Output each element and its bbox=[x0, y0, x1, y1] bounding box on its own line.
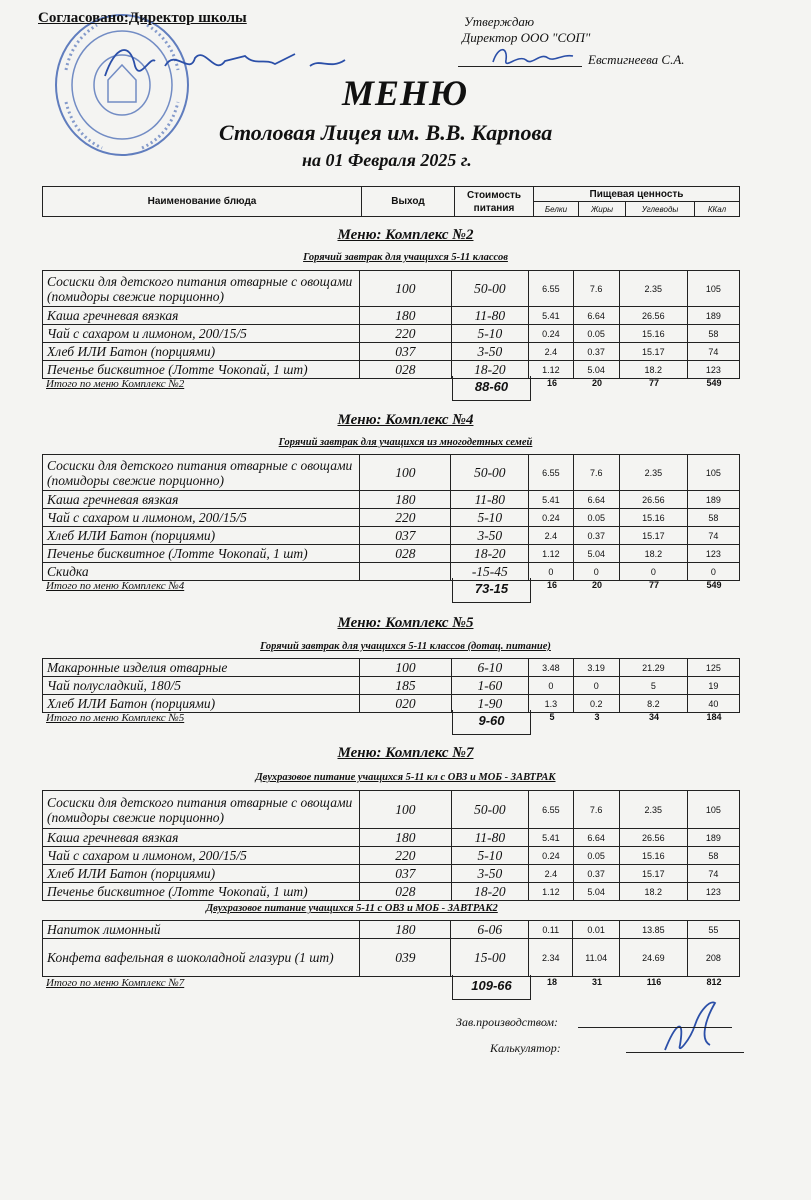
dish-kcal: 40 bbox=[687, 695, 739, 713]
dish-protein: 5.41 bbox=[529, 491, 573, 509]
dish-kcal: 125 bbox=[687, 659, 739, 677]
dish-kcal: 0 bbox=[687, 563, 739, 581]
dish-name: Хлеб ИЛИ Батон (порциями) bbox=[43, 527, 360, 545]
dish-fat: 5.04 bbox=[573, 883, 619, 901]
total-fat: 3 bbox=[594, 712, 600, 722]
menu-table bbox=[42, 658, 740, 713]
dish-cost: 5-10 bbox=[451, 509, 529, 527]
dish-kcal: 189 bbox=[687, 491, 739, 509]
dish-protein: 5.41 bbox=[529, 829, 573, 847]
page-date: на 01 Февраля 2025 г. bbox=[302, 150, 472, 170]
dish-output: 220 bbox=[360, 325, 451, 343]
dish-carbs: 5 bbox=[619, 677, 687, 695]
dish-name: Чай полусладкий, 180/5 bbox=[43, 677, 360, 695]
dish-cost: 5-10 bbox=[451, 847, 529, 865]
dish-output: 028 bbox=[360, 361, 451, 379]
dish-protein: 3.48 bbox=[529, 659, 573, 677]
dish-output: 100 bbox=[360, 791, 451, 829]
dish-output: 220 bbox=[360, 847, 451, 865]
dish-fat: 0.37 bbox=[573, 865, 619, 883]
dish-output bbox=[360, 563, 451, 581]
header-nutrition: Пищевая ценность bbox=[534, 187, 740, 202]
total-carbs: 34 bbox=[648, 712, 659, 722]
dish-fat: 7.6 bbox=[573, 791, 619, 829]
dish-output: 185 bbox=[360, 677, 451, 695]
dish-protein: 2.4 bbox=[529, 343, 573, 361]
dish-protein: 2.4 bbox=[529, 865, 573, 883]
dish-kcal: 58 bbox=[687, 847, 739, 865]
dish-cost: 5-10 bbox=[451, 325, 529, 343]
table-row bbox=[43, 659, 740, 677]
production-signature-label: Зав.производством: bbox=[456, 1015, 559, 1029]
dish-carbs: 26.56 bbox=[619, 307, 687, 325]
dish-protein: 0.24 bbox=[529, 325, 573, 343]
dish-name: Чай с сахаром и лимоном, 200/15/5 bbox=[43, 847, 360, 865]
approval-name: Евстигнеева С.А. bbox=[588, 52, 685, 67]
table-row bbox=[43, 509, 740, 527]
dish-name: Чай с сахаром и лимоном, 200/15/5 bbox=[43, 325, 360, 343]
dish-protein: 0.11 bbox=[529, 921, 573, 939]
dish-kcal: 105 bbox=[687, 455, 739, 491]
dish-cost: 6-06 bbox=[451, 921, 529, 939]
total-cost: 88-60 bbox=[452, 376, 531, 401]
dish-kcal: 74 bbox=[687, 343, 739, 361]
dish-name: Сосиски для детского питания отварные с овощами (помидоры свежие порционно) bbox=[43, 455, 360, 491]
dish-output: 180 bbox=[360, 491, 451, 509]
dish-fat: 0.05 bbox=[573, 847, 619, 865]
dish-protein: 1.12 bbox=[529, 545, 573, 563]
dish-fat: 11.04 bbox=[573, 939, 619, 977]
dish-output: 037 bbox=[360, 527, 451, 545]
table-row bbox=[43, 343, 740, 361]
dish-output: 180 bbox=[360, 829, 451, 847]
dish-output: 020 bbox=[360, 695, 451, 713]
dish-fat: 0 bbox=[573, 563, 619, 581]
dish-output: 180 bbox=[360, 921, 451, 939]
dish-name: Макаронные изделия отварные bbox=[43, 659, 360, 677]
dish-fat: 3.19 bbox=[573, 659, 619, 677]
menu-table bbox=[42, 454, 740, 581]
table-row bbox=[43, 325, 740, 343]
dish-fat: 0.37 bbox=[573, 343, 619, 361]
dish-kcal: 123 bbox=[687, 883, 739, 901]
dish-output: 100 bbox=[360, 659, 451, 677]
total-protein: 18 bbox=[546, 977, 557, 987]
dish-output: 100 bbox=[360, 271, 451, 307]
dish-cost: -15-45 bbox=[451, 563, 529, 581]
calculator-signature-line bbox=[626, 1052, 744, 1053]
dish-cost: 50-00 bbox=[451, 791, 529, 829]
total-cost: 73-15 bbox=[452, 578, 531, 603]
menu-header-table bbox=[42, 186, 740, 217]
dish-kcal: 74 bbox=[687, 527, 739, 545]
total-label: Итого по меню Комплекс №2 bbox=[46, 378, 185, 390]
dish-cost: 6-10 bbox=[451, 659, 529, 677]
section-subtitle: Горячий завтрак для учащихся 5-11 классов bbox=[303, 252, 508, 263]
dish-cost: 11-80 bbox=[451, 491, 529, 509]
dish-kcal: 189 bbox=[687, 307, 739, 325]
table-row bbox=[43, 361, 740, 379]
dish-protein: 5.41 bbox=[529, 307, 573, 325]
dish-kcal: 58 bbox=[687, 509, 739, 527]
table-row bbox=[43, 455, 740, 491]
table-row bbox=[43, 829, 740, 847]
dish-fat: 6.64 bbox=[573, 491, 619, 509]
dish-name: Печенье бисквитное (Лотте Чокопай, 1 шт) bbox=[43, 361, 360, 379]
total-cost: 109-66 bbox=[452, 975, 531, 1000]
dish-protein: 0.24 bbox=[529, 847, 573, 865]
section-title: Меню: Комплекс №2 bbox=[337, 227, 474, 243]
dish-name: Печенье бисквитное (Лотте Чокопай, 1 шт) bbox=[43, 545, 360, 563]
dish-kcal: 55 bbox=[687, 921, 739, 939]
dish-carbs: 2.35 bbox=[619, 271, 687, 307]
dish-output: 028 bbox=[360, 883, 451, 901]
dish-output: 180 bbox=[360, 307, 451, 325]
section-subtitle-2: Двухразовое питание учащихся 5-11 с ОВЗ и МОБ - ЗАВТРАК2 bbox=[206, 903, 498, 914]
table-row bbox=[43, 847, 740, 865]
page-title: МЕНЮ bbox=[342, 73, 469, 113]
dish-cost: 18-20 bbox=[451, 545, 529, 563]
table-row bbox=[43, 545, 740, 563]
dish-cost: 15-00 bbox=[451, 939, 529, 977]
total-protein: 16 bbox=[546, 378, 557, 388]
section-subtitle: Горячий завтрак для учащихся из многодетных семей bbox=[278, 437, 533, 448]
dish-name: Сосиски для детского питания отварные с овощами (помидоры свежие порционно) bbox=[43, 271, 360, 307]
dish-kcal: 123 bbox=[687, 361, 739, 379]
section-title: Меню: Комплекс №5 bbox=[337, 615, 474, 631]
total-label: Итого по меню Комплекс №5 bbox=[46, 712, 185, 724]
header-carbs: Углеводы bbox=[626, 202, 695, 217]
dish-protein: 1.3 bbox=[529, 695, 573, 713]
dish-fat: 0.37 bbox=[573, 527, 619, 545]
table-row bbox=[43, 791, 740, 829]
menu-table bbox=[42, 920, 740, 977]
dish-carbs: 18.2 bbox=[619, 883, 687, 901]
dish-cost: 1-90 bbox=[451, 695, 529, 713]
section-title: Меню: Комплекс №4 bbox=[337, 412, 474, 428]
total-kcal: 184 bbox=[706, 712, 722, 722]
dish-output: 028 bbox=[360, 545, 451, 563]
dish-carbs: 26.56 bbox=[619, 829, 687, 847]
dish-fat: 0.05 bbox=[573, 325, 619, 343]
dish-kcal: 189 bbox=[687, 829, 739, 847]
dish-cost: 11-80 bbox=[451, 829, 529, 847]
total-cost: 9-60 bbox=[452, 710, 531, 735]
dish-carbs: 2.35 bbox=[619, 455, 687, 491]
header-name: Наименование блюда bbox=[43, 187, 362, 217]
header-output: Выход bbox=[362, 187, 455, 217]
dish-fat: 5.04 bbox=[573, 361, 619, 379]
page-subtitle: Столовая Лицея им. В.В. Карпова bbox=[219, 120, 553, 145]
dish-carbs: 15.17 bbox=[619, 343, 687, 361]
section-title: Меню: Комплекс №7 bbox=[337, 745, 474, 761]
calculator-signature-label: Калькулятор: bbox=[490, 1041, 561, 1055]
table-row bbox=[43, 695, 740, 713]
dish-carbs: 24.69 bbox=[619, 939, 687, 977]
dish-output: 037 bbox=[360, 865, 451, 883]
dish-carbs: 15.17 bbox=[619, 527, 687, 545]
dish-kcal: 74 bbox=[687, 865, 739, 883]
dish-carbs: 15.16 bbox=[619, 847, 687, 865]
dish-name: Каша гречневая вязкая bbox=[43, 307, 360, 325]
table-row bbox=[43, 921, 740, 939]
dish-cost: 3-50 bbox=[451, 343, 529, 361]
left-signature-icon bbox=[95, 36, 365, 86]
header-protein: Белки bbox=[534, 202, 579, 217]
dish-cost: 3-50 bbox=[451, 865, 529, 883]
dish-carbs: 18.2 bbox=[619, 361, 687, 379]
dish-protein: 0.24 bbox=[529, 509, 573, 527]
dish-carbs: 13.85 bbox=[619, 921, 687, 939]
table-row bbox=[43, 491, 740, 509]
header-kcal: ККал bbox=[695, 202, 740, 217]
dish-protein: 1.12 bbox=[529, 361, 573, 379]
dish-name: Печенье бисквитное (Лотте Чокопай, 1 шт) bbox=[43, 883, 360, 901]
total-kcal: 549 bbox=[706, 378, 722, 388]
dish-carbs: 18.2 bbox=[619, 545, 687, 563]
table-row bbox=[43, 865, 740, 883]
dish-carbs: 0 bbox=[619, 563, 687, 581]
dish-carbs: 15.16 bbox=[619, 325, 687, 343]
menu-table bbox=[42, 790, 740, 901]
table-row bbox=[43, 677, 740, 695]
section-subtitle: Горячий завтрак для учащихся 5-11 классов (дотац. питание) bbox=[260, 641, 551, 652]
dish-cost: 18-20 bbox=[451, 361, 529, 379]
dish-carbs: 15.16 bbox=[619, 509, 687, 527]
dish-carbs: 26.56 bbox=[619, 491, 687, 509]
dish-name: Хлеб ИЛИ Батон (порциями) bbox=[43, 695, 360, 713]
dish-kcal: 19 bbox=[687, 677, 739, 695]
dish-fat: 6.64 bbox=[573, 307, 619, 325]
dish-carbs: 2.35 bbox=[619, 791, 687, 829]
dish-fat: 0.05 bbox=[573, 509, 619, 527]
total-label: Итого по меню Комплекс №7 bbox=[46, 977, 185, 989]
dish-cost: 11-80 bbox=[451, 307, 529, 325]
dish-kcal: 105 bbox=[687, 791, 739, 829]
dish-name: Чай с сахаром и лимоном, 200/15/5 bbox=[43, 509, 360, 527]
dish-protein: 6.55 bbox=[529, 455, 573, 491]
dish-protein: 0 bbox=[529, 677, 573, 695]
dish-output: 039 bbox=[360, 939, 451, 977]
total-kcal: 812 bbox=[706, 977, 722, 987]
table-row bbox=[43, 307, 740, 325]
total-kcal: 549 bbox=[706, 580, 722, 590]
total-protein: 5 bbox=[549, 712, 555, 722]
dish-kcal: 58 bbox=[687, 325, 739, 343]
table-row bbox=[43, 527, 740, 545]
dish-protein: 6.55 bbox=[529, 271, 573, 307]
approval-left: Согласовано:Директор школы bbox=[38, 10, 247, 26]
dish-carbs: 21.29 bbox=[619, 659, 687, 677]
dish-output: 037 bbox=[360, 343, 451, 361]
table-row bbox=[43, 271, 740, 307]
dish-protein: 1.12 bbox=[529, 883, 573, 901]
menu-table bbox=[42, 270, 740, 379]
dish-kcal: 105 bbox=[687, 271, 739, 307]
dish-name: Каша гречневая вязкая bbox=[43, 829, 360, 847]
total-carbs: 77 bbox=[648, 580, 659, 590]
dish-name: Напиток лимонный bbox=[43, 921, 360, 939]
dish-protein: 6.55 bbox=[529, 791, 573, 829]
table-row bbox=[43, 883, 740, 901]
dish-kcal: 208 bbox=[687, 939, 739, 977]
dish-kcal: 123 bbox=[687, 545, 739, 563]
total-carbs: 116 bbox=[646, 977, 662, 987]
dish-cost: 1-60 bbox=[451, 677, 529, 695]
dish-name: Каша гречневая вязкая bbox=[43, 491, 360, 509]
dish-cost: 18-20 bbox=[451, 883, 529, 901]
dish-fat: 6.64 bbox=[573, 829, 619, 847]
section-subtitle: Двухразовое питание учащихся 5-11 кл с ОВЗ и МОБ - ЗАВТРАК bbox=[255, 772, 556, 783]
total-protein: 16 bbox=[546, 580, 557, 590]
production-signature-line bbox=[578, 1027, 732, 1028]
approval-line bbox=[458, 66, 582, 67]
dish-cost: 3-50 bbox=[451, 527, 529, 545]
total-label: Итого по меню Комплекс №4 bbox=[46, 580, 185, 592]
dish-fat: 5.04 bbox=[573, 545, 619, 563]
dish-fat: 0 bbox=[573, 677, 619, 695]
dish-cost: 50-00 bbox=[451, 455, 529, 491]
header-fat: Жиры bbox=[579, 202, 626, 217]
total-carbs: 77 bbox=[648, 378, 659, 388]
dish-fat: 0.2 bbox=[573, 695, 619, 713]
dish-cost: 50-00 bbox=[451, 271, 529, 307]
dish-fat: 0.01 bbox=[573, 921, 619, 939]
table-row bbox=[43, 939, 740, 977]
dish-output: 100 bbox=[360, 455, 451, 491]
right-signature-icon bbox=[488, 44, 578, 74]
table-row bbox=[43, 563, 740, 581]
dish-protein: 2.4 bbox=[529, 527, 573, 545]
header-cost: Стоимость питания bbox=[455, 187, 534, 217]
dish-carbs: 15.17 bbox=[619, 865, 687, 883]
approval-title: Утверждаю bbox=[464, 14, 535, 29]
approval-position: Директор ООО "СОП" bbox=[462, 30, 591, 45]
dish-name: Конфета вафельная в шоколадной глазури (1 шт) bbox=[43, 939, 360, 977]
dish-name: Хлеб ИЛИ Батон (порциями) bbox=[43, 865, 360, 883]
dish-name: Сосиски для детского питания отварные с овощами (помидоры свежие порционно) bbox=[43, 791, 360, 829]
dish-fat: 7.6 bbox=[573, 271, 619, 307]
dish-output: 220 bbox=[360, 509, 451, 527]
dish-protein: 0 bbox=[529, 563, 573, 581]
total-fat: 20 bbox=[591, 378, 602, 388]
dish-carbs: 8.2 bbox=[619, 695, 687, 713]
dish-name: Хлеб ИЛИ Батон (порциями) bbox=[43, 343, 360, 361]
dish-name: Скидка bbox=[43, 563, 360, 581]
total-fat: 31 bbox=[591, 977, 602, 987]
total-fat: 20 bbox=[591, 580, 602, 590]
dish-protein: 2.34 bbox=[529, 939, 573, 977]
dish-fat: 7.6 bbox=[573, 455, 619, 491]
